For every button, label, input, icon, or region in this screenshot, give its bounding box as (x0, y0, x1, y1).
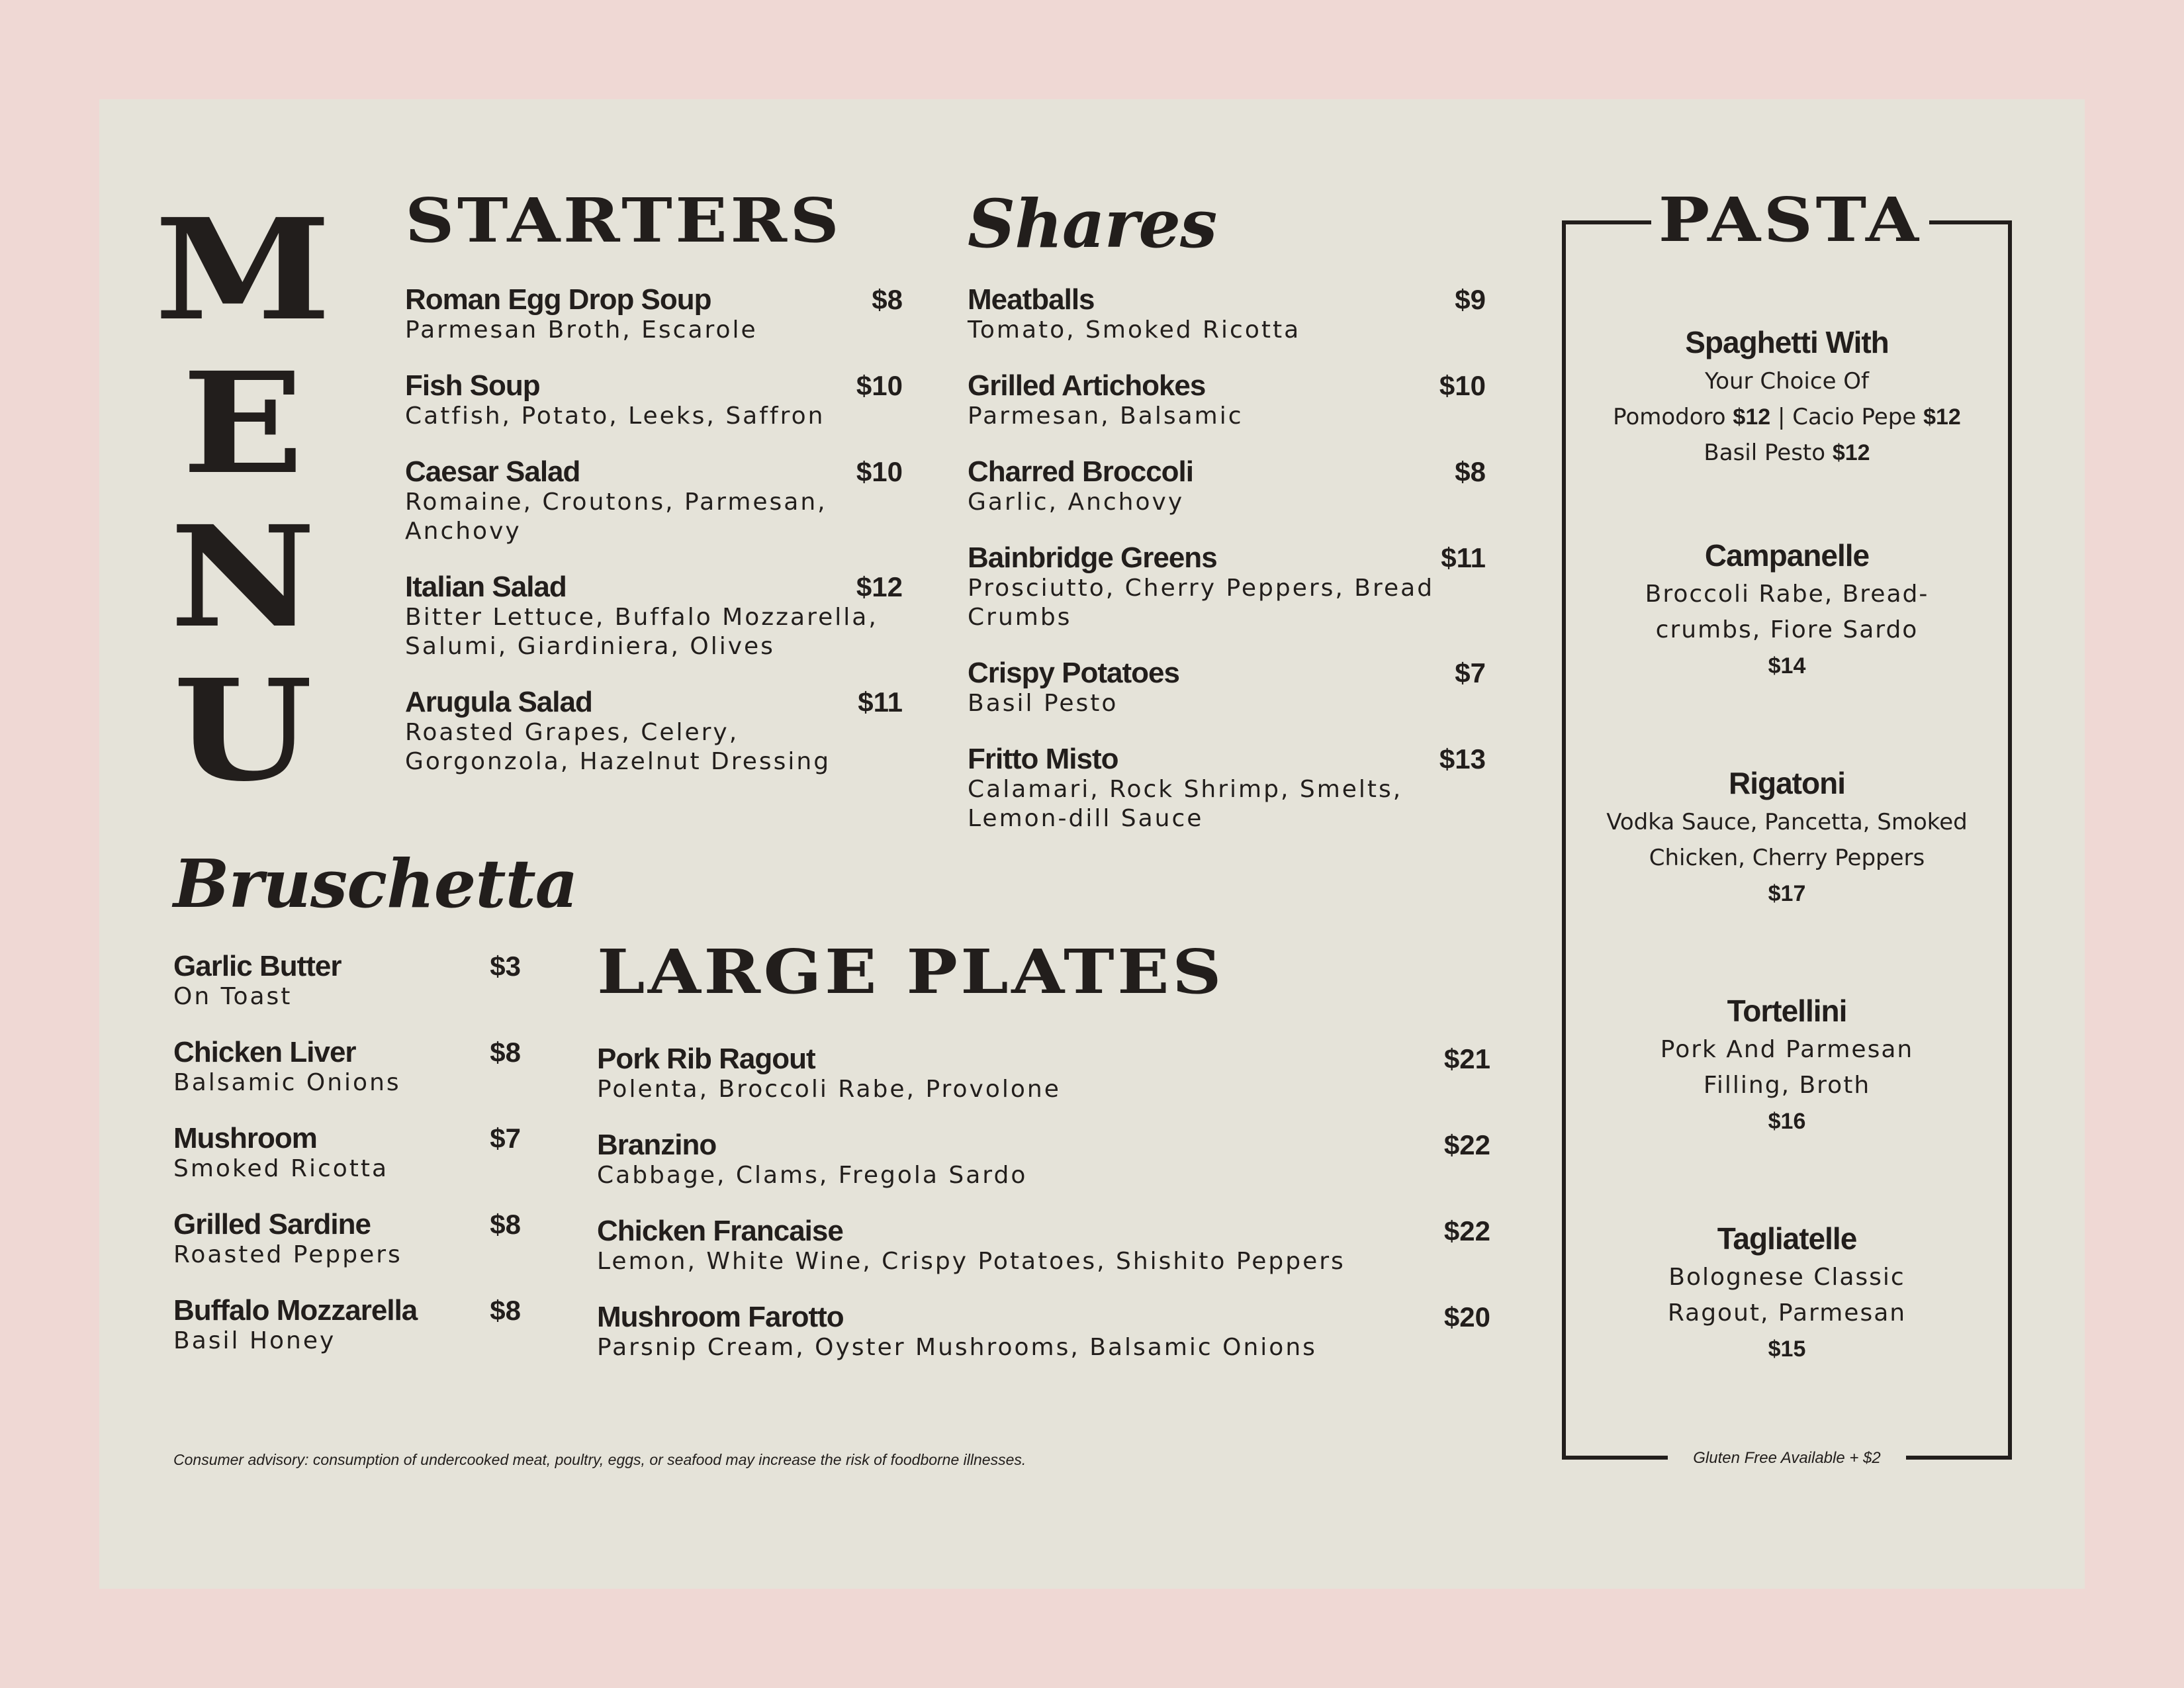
menu-item (968, 370, 1486, 431)
item-price: $8 (490, 1037, 521, 1068)
pasta-description: Vodka Sauce, Pancetta, Smoked Chicken, Cherry Peppers (1606, 809, 1968, 871)
pasta-price: $17 (1768, 881, 1806, 906)
item-description: Cabbage, Clams, Fregola Sardo (597, 1162, 1028, 1189)
item-name: Charred Broccoli (968, 455, 1193, 488)
item-description: Basil Honey (173, 1327, 336, 1354)
bruschetta-heading: Bruschetta (173, 845, 578, 923)
item-name: Arugula Salad (405, 686, 592, 718)
item-price: $11 (858, 686, 903, 718)
starters-section (405, 187, 903, 802)
choice-price: $12 (1923, 404, 1961, 430)
item-price: $22 (1443, 1215, 1490, 1246)
item-name: Crispy Potatoes (968, 657, 1179, 689)
large-plates-heading: LARGE PLATES (597, 936, 1225, 1008)
item-description: Garlic, Anchovy (968, 489, 1185, 516)
menu-item (405, 456, 903, 546)
menu-item (968, 542, 1486, 632)
pasta-description: Broccoli Rabe, Bread-crumbs, Fiore Sardo (1645, 581, 1929, 643)
item-name: Grilled Sardine (173, 1208, 371, 1241)
pasta-choices (1566, 435, 2008, 471)
item-name: Italian Salad (405, 571, 567, 603)
pasta-name: Campanelle (1704, 538, 1870, 573)
menu-item (597, 1215, 1490, 1276)
bruschetta-section (173, 845, 578, 1381)
item-description: Prosciutto, Cherry Peppers, Bread Crumbs (968, 575, 1435, 631)
item-price: $20 (1443, 1301, 1490, 1333)
item-description: Roasted Peppers (173, 1241, 402, 1268)
item-name: Roman Egg Drop Soup (405, 283, 711, 316)
pasta-price: $16 (1768, 1109, 1806, 1134)
pasta-list (1566, 321, 2008, 1445)
item-description: Roasted Grapes, Celery, Gorgonzola, Hazelnut Dressing (405, 719, 831, 775)
item-description: Tomato, Smoked Ricotta (968, 316, 1301, 344)
item-price: $7 (1455, 657, 1486, 688)
item-name: Chicken Liver (173, 1036, 356, 1068)
pasta-name: Tagliatelle (1717, 1221, 1857, 1256)
pasta-heading-text: PASTA (1659, 184, 1922, 256)
item-price: $8 (490, 1295, 521, 1326)
menu-item (173, 1295, 521, 1356)
pasta-name: Tortellini (1727, 994, 1847, 1028)
menu-item (173, 1123, 521, 1184)
item-price: $7 (490, 1123, 521, 1154)
item-description: Parmesan Broth, Escarole (405, 316, 758, 344)
item-description: Balsamic Onions (173, 1069, 401, 1096)
item-price: $11 (1441, 542, 1486, 573)
pasta-price: $14 (1768, 653, 1806, 679)
large-plates-section (597, 936, 1490, 1387)
item-name: Chicken Francaise (597, 1215, 843, 1247)
menu-item (173, 951, 521, 1011)
item-description: Lemon, White Wine, Crispy Potatoes, Shishito Peppers (597, 1248, 1345, 1275)
item-name: Bainbridge Greens (968, 541, 1217, 574)
menu-item (405, 284, 903, 345)
item-price: $8 (872, 284, 903, 315)
pasta-description: Bolognese Classic Ragout, Parmesan (1667, 1264, 1907, 1327)
pasta-choices (1566, 399, 2008, 435)
choice-label: Basil Pesto (1704, 440, 1826, 466)
menu-title (154, 188, 332, 812)
item-price: $13 (1439, 743, 1486, 774)
pasta-name: Rigatoni (1729, 766, 1845, 800)
pasta-price: $15 (1768, 1336, 1806, 1362)
pasta-item (1566, 762, 2008, 912)
menu-title-letter: M (154, 188, 332, 352)
item-name: Grilled Artichokes (968, 369, 1206, 402)
item-description: Parmesan, Balsamic (968, 402, 1244, 430)
menu-title-letter: E (181, 342, 304, 505)
menu-item (405, 370, 903, 431)
menu-item (405, 686, 903, 776)
item-price: $8 (490, 1209, 521, 1240)
item-name: Meatballs (968, 283, 1095, 316)
choice-label: Pomodoro (1613, 404, 1726, 430)
item-price: $10 (856, 456, 903, 487)
item-price: $8 (1455, 456, 1486, 487)
menu-item (968, 284, 1486, 345)
item-description: Polenta, Broccoli Rabe, Provolone (597, 1076, 1061, 1103)
consumer-advisory: Consumer advisory: consumption of undercooked meat, poultry, eggs, or seafood may increase the risk of foodborne illnesses. (173, 1451, 1026, 1468)
choice-price: $12 (1832, 440, 1870, 465)
menu-title-letter: N (169, 495, 316, 659)
menu-item (968, 657, 1486, 718)
item-price: $12 (856, 571, 903, 602)
pasta-intro: Your Choice Of (1704, 368, 1870, 395)
item-description: Smoked Ricotta (173, 1155, 389, 1182)
pasta-description: Pork And Parmesan Filling, Broth (1660, 1036, 1914, 1099)
starters-heading: STARTERS (405, 185, 842, 256)
item-description: Romaine, Croutons, Parmesan, Anchovy (405, 489, 827, 545)
item-description: Basil Pesto (968, 690, 1118, 717)
item-description: Bitter Lettuce, Buffalo Mozzarella, Salumi, Giardiniera, Olives (405, 604, 878, 660)
item-name: Garlic Butter (173, 950, 341, 982)
choice-price: $12 (1733, 404, 1771, 430)
choice-label: Cacio Pepe (1792, 404, 1917, 430)
item-price: $9 (1455, 284, 1486, 315)
item-name: Fritto Misto (968, 743, 1118, 775)
item-description: Catfish, Potato, Leeks, Saffron (405, 402, 825, 430)
item-name: Buffalo Mozzarella (173, 1294, 418, 1327)
item-name: Mushroom (173, 1122, 317, 1154)
pasta-item (1566, 534, 2008, 684)
menu-item (173, 1209, 521, 1270)
menu-item (597, 1301, 1490, 1362)
item-name: Mushroom Farotto (597, 1301, 844, 1333)
gluten-free-note: Gluten Free Available + $2 (1668, 1446, 1906, 1470)
pasta-item (1566, 1217, 2008, 1367)
menu-title-letter: U (173, 649, 313, 812)
item-name: Fish Soup (405, 369, 540, 402)
item-description: Calamari, Rock Shrimp, Smelts, Lemon-dill Sauce (968, 776, 1403, 832)
menu-item (597, 1043, 1490, 1104)
divider: | (1777, 404, 1786, 430)
pasta-item (1566, 321, 2008, 471)
menu-item (405, 571, 903, 661)
item-price: $3 (490, 951, 521, 982)
item-price: $10 (856, 370, 903, 401)
item-description: Parsnip Cream, Oyster Mushrooms, Balsamic Onions (597, 1334, 1317, 1361)
menu-item (968, 743, 1486, 833)
pasta-item (1566, 990, 2008, 1139)
shares-heading: Shares (968, 185, 1217, 263)
shares-section (968, 187, 1486, 859)
item-price: $10 (1439, 370, 1486, 401)
item-price: $21 (1443, 1043, 1490, 1074)
item-price: $22 (1443, 1129, 1490, 1160)
pasta-heading (1651, 180, 1929, 259)
item-description: On Toast (173, 983, 293, 1010)
item-name: Caesar Salad (405, 455, 580, 488)
menu-item (173, 1037, 521, 1098)
menu-item (968, 456, 1486, 517)
pasta-name: Spaghetti With (1685, 325, 1889, 359)
menu-item (597, 1129, 1490, 1190)
item-name: Pork Rib Ragout (597, 1043, 815, 1075)
item-name: Branzino (597, 1129, 717, 1161)
